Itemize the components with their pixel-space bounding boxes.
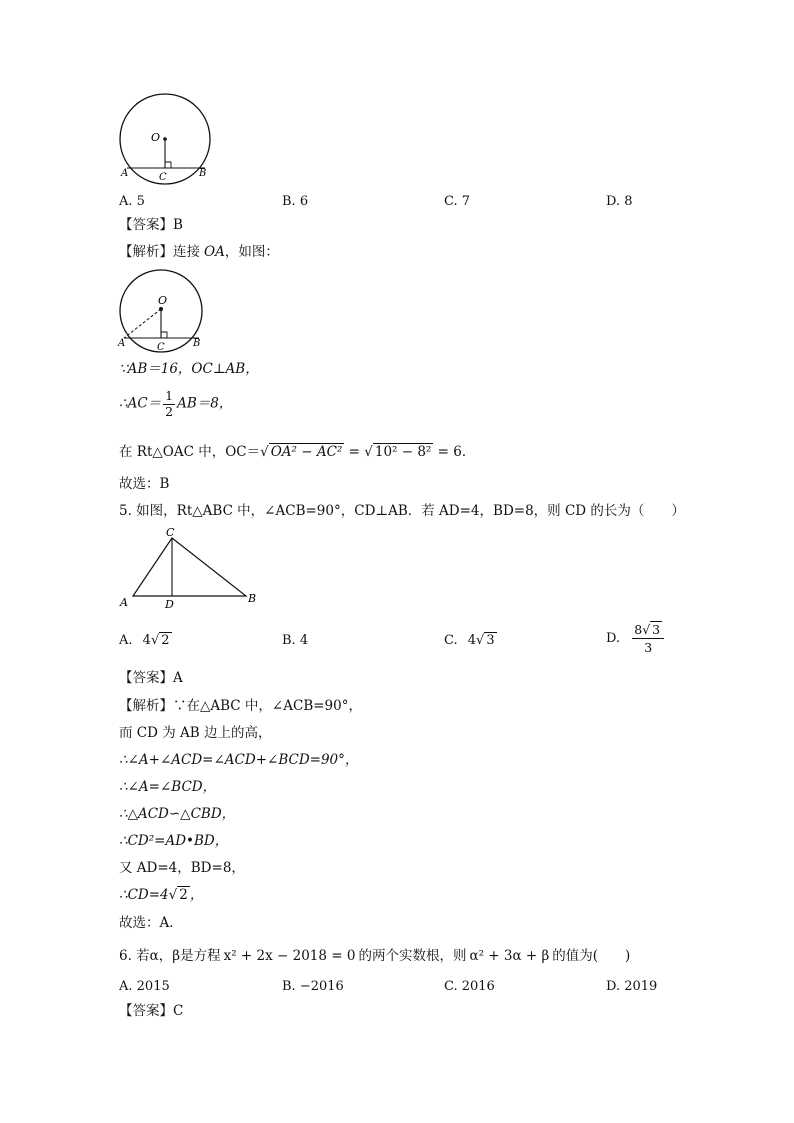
q5-line-1: 而 CD 为 AB 边上的高， — [119, 725, 272, 741]
q4-line3-pre: 在 Rt△OAC 中，OC＝ — [119, 444, 261, 460]
q5-line-3: ∴∠A=∠BCD， — [119, 779, 217, 795]
q5-stem: 5. 如图，Rt△ABC 中，∠ACB=90°，CD⊥AB．若 AD=4，BD=8，则 CD 的长为（ ） — [119, 503, 685, 519]
q5-option-a-coef: 4 — [142, 633, 151, 648]
q5-option-c — [444, 633, 497, 648]
q5-option-c-coef: 4 — [467, 633, 477, 648]
q5-option-b: B. 4 — [282, 633, 309, 648]
q6-option-c: C. 2016 — [444, 979, 495, 994]
tri-label-a: A — [120, 596, 128, 609]
q4-choose: 故选：B — [119, 476, 170, 492]
q4-option-d: D. 8 — [606, 194, 633, 209]
q4-answer: 【答案】B — [119, 217, 183, 233]
q4-analysis-intro — [119, 246, 279, 260]
sqrt-sign: √ — [168, 887, 178, 903]
q4-line3-sqrt2: 10² − 8² — [374, 444, 432, 460]
q5-line-5: ∴CD²=AD•BD， — [119, 833, 229, 849]
q6-answer: 【答案】C — [119, 1003, 184, 1019]
q5-result-rad: 2 — [179, 887, 188, 903]
triangle-figure — [116, 526, 266, 612]
fig1-label-b: B — [199, 168, 207, 179]
circle-figure-2 — [113, 268, 210, 353]
q4-line2-fraction — [163, 390, 175, 418]
sqrt-sign: √ — [260, 444, 269, 460]
q5-choose: 故选：A． — [119, 915, 183, 931]
q5-option-d-fraction — [632, 622, 664, 655]
fig2-label-a: A — [118, 338, 126, 349]
q4-line3-post: = 6． — [433, 444, 476, 460]
q5-line-2: ∴∠A+∠ACD=∠ACD+∠BCD=90°， — [119, 752, 359, 768]
q4-line1: ∵AB＝16，OC⊥AB， — [119, 361, 259, 377]
q5-option-d — [606, 622, 666, 655]
q4-option-c: C. 7 — [444, 194, 471, 209]
q5-line-4: ∴△ACD∽△CBD， — [119, 806, 236, 822]
q4-analysis-tail: ，如图： — [224, 244, 279, 260]
sqrt-sign: √ — [364, 444, 373, 460]
sqrt-sign: √ — [476, 633, 485, 648]
q4-line3-sqrt1: OA² − AC² — [270, 444, 343, 460]
q5-option-a — [119, 633, 172, 648]
q6-stem-c: 的值为( ) — [552, 948, 631, 964]
q5-result — [119, 889, 203, 903]
q5-option-a-rad: 2 — [161, 633, 170, 648]
tri-label-d: D — [165, 598, 174, 611]
q5-option-d-num-rad: 3 — [652, 622, 661, 637]
q5-answer: 【答案】A — [119, 670, 183, 686]
q5-option-d-den: 3 — [644, 640, 653, 655]
q5-line-0: 【解析】∵在△ABC 中，∠ACB=90°， — [119, 698, 362, 714]
q4-analysis-oa: OA — [204, 244, 225, 260]
q4-line2 — [119, 390, 232, 418]
q5-line-6: 又 AD=4，BD=8， — [119, 860, 245, 876]
sqrt-sign: √ — [150, 633, 160, 648]
q6-stem-eq: x² + 2x − 2018 = 0 — [223, 948, 356, 964]
fig1-label-c: C — [159, 172, 167, 183]
q4-option-b: B. 6 — [282, 194, 309, 209]
sqrt-sign: √ — [642, 622, 651, 637]
q6-option-d: D. 2019 — [606, 979, 658, 994]
q6-stem — [119, 950, 630, 964]
circle-figure-1 — [113, 92, 218, 187]
q4-analysis-head: 【解析】连接 — [119, 244, 200, 260]
tri-label-b: B — [248, 592, 257, 605]
q5-result-pre: ∴CD=4 — [119, 887, 169, 903]
q5-option-d-prefix: D. — [606, 631, 621, 646]
q6-option-b: B. −2016 — [282, 979, 344, 994]
q4-line3 — [119, 446, 475, 460]
q5-option-c-prefix: C. — [444, 633, 458, 648]
q6-stem-a: 6. 若α，β是方程 — [119, 948, 221, 964]
q4-line2-post: AB＝8， — [177, 395, 233, 412]
q6-stem-expr: α² + 3α + β — [469, 948, 550, 964]
q4-line2-pre: ∴AC＝ — [119, 395, 162, 412]
tri-label-c: C — [166, 526, 175, 539]
q5-result-post: ， — [189, 887, 204, 903]
q4-line3-mid: = — [344, 444, 365, 460]
q5-option-d-num-coef: 8 — [634, 622, 643, 637]
fig1-label-a: A — [121, 168, 129, 179]
q4-line2-num: 1 — [165, 388, 174, 403]
q5-option-a-prefix: A. — [119, 633, 133, 648]
q4-line2-den: 2 — [165, 403, 174, 419]
q6-stem-b: 的两个实数根，则 — [358, 948, 467, 964]
q6-option-a: A. 2015 — [119, 979, 170, 994]
q5-option-d-num — [632, 622, 664, 639]
q4-option-a: A. 5 — [119, 194, 145, 209]
fig1-label-o: O — [151, 131, 161, 144]
fig2-label-b: B — [193, 338, 201, 349]
q5-option-c-rad: 3 — [486, 633, 495, 648]
fig2-label-c: C — [157, 342, 165, 353]
fig2-label-o: O — [158, 294, 168, 307]
